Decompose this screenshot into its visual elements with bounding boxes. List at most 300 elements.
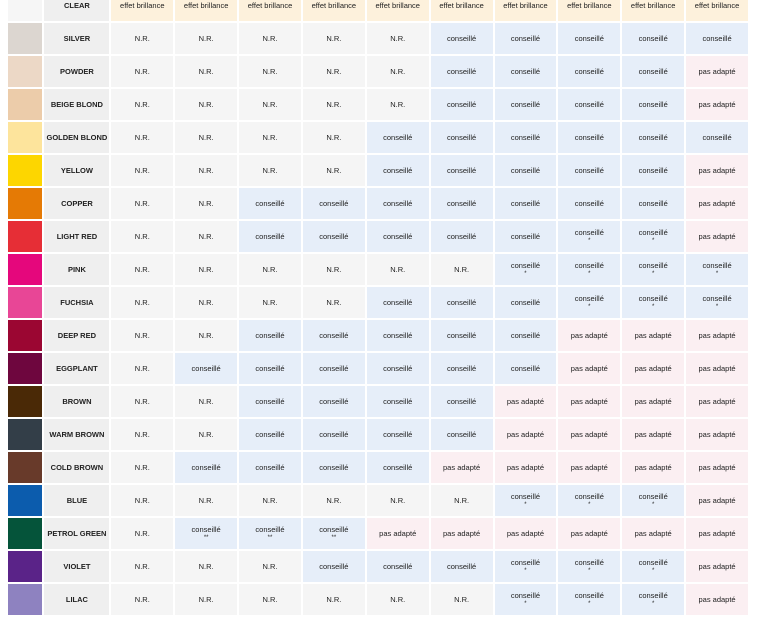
recommendation-label: pas adapté	[506, 528, 544, 538]
recommendation-label: N.R.	[454, 264, 470, 274]
recommendation-cell	[175, 122, 237, 153]
recommendation-label: N.R.	[198, 594, 214, 604]
recommendation-cell	[431, 518, 493, 549]
color-swatch	[8, 287, 42, 318]
recommendation-label: conseillé	[510, 261, 541, 270]
recommendation-label: pas adapté	[698, 198, 736, 208]
recommendation-label: N.R.	[262, 594, 278, 604]
recommendation-label: pas adapté	[506, 462, 544, 472]
recommendation-label: effet brillance	[311, 0, 357, 10]
shade-row-violet	[8, 551, 748, 582]
recommendation-cell	[686, 89, 748, 120]
shade-name: BLUE	[44, 485, 109, 516]
recommendation-cell	[686, 122, 748, 153]
recommendation-label: N.R.	[134, 495, 150, 505]
recommendation-label: conseillé	[446, 429, 477, 439]
recommendation-cell	[303, 89, 365, 120]
recommendation-label: conseillé	[446, 132, 477, 142]
recommendation-cell	[495, 221, 557, 252]
recommendation-cell	[175, 0, 237, 21]
recommendation-cell	[431, 0, 493, 21]
recommendation-cell	[686, 254, 748, 285]
footnote-mark: *	[524, 271, 527, 277]
recommendation-label: conseillé	[319, 363, 349, 373]
recommendation-cell	[175, 551, 237, 582]
recommendation-label: N.R.	[198, 429, 214, 439]
recommendation-cell	[111, 353, 173, 384]
recommendation-cell	[175, 287, 237, 318]
recommendation-label: N.R.	[198, 132, 214, 142]
recommendation-cell	[239, 155, 301, 186]
recommendation-label: N.R.	[134, 561, 150, 571]
recommendation-cell	[431, 89, 493, 120]
footnote-mark: *	[715, 304, 719, 310]
shade-name: FUCHSIA	[44, 287, 109, 318]
recommendation-label: pas adapté	[698, 330, 736, 340]
recommendation-cell	[622, 320, 684, 351]
recommendation-cell	[558, 551, 620, 582]
recommendation-label: N.R.	[326, 132, 342, 142]
shade-name: WARM BROWN	[44, 419, 109, 450]
shade-row-beige-blond	[8, 89, 748, 120]
recommendation-label: conseillé	[510, 99, 541, 109]
footnote-mark: *	[588, 601, 591, 607]
recommendation-label: conseillé	[574, 492, 604, 501]
recommendation-label: N.R.	[134, 330, 150, 340]
recommendation-cell	[367, 452, 429, 483]
color-swatch	[8, 221, 42, 252]
recommendation-cell	[558, 23, 620, 54]
recommendation-cell	[431, 155, 493, 186]
recommendation-label: conseillé	[510, 492, 541, 501]
recommendation-cell	[495, 0, 557, 21]
recommendation-label: conseillé	[446, 561, 477, 571]
recommendation-cell	[367, 0, 429, 21]
recommendation-cell	[111, 155, 173, 186]
recommendation-label: conseillé	[255, 429, 285, 439]
recommendation-cell	[303, 551, 365, 582]
recommendation-label: N.R.	[134, 231, 150, 241]
color-swatch	[8, 254, 42, 285]
shade-name: BEIGE BLOND	[44, 89, 109, 120]
recommendation-cell	[175, 518, 237, 549]
recommendation-cell	[431, 56, 493, 87]
recommendation-cell	[495, 518, 557, 549]
recommendation-cell	[239, 0, 301, 21]
shade-row-light-red	[8, 221, 748, 252]
recommendation-label: conseillé	[255, 363, 285, 373]
recommendation-label: conseillé	[510, 132, 541, 142]
recommendation-cell	[431, 386, 493, 417]
recommendation-cell	[686, 386, 748, 417]
recommendation-label: effet brillance	[120, 0, 165, 10]
color-swatch	[8, 122, 42, 153]
recommendation-cell	[367, 518, 429, 549]
recommendation-cell	[367, 56, 429, 87]
recommendation-label: conseillé	[510, 33, 541, 43]
shade-name: BROWN	[44, 386, 109, 417]
shade-name: LILAC	[44, 584, 109, 615]
recommendation-cell	[367, 23, 429, 54]
recommendation-cell	[303, 518, 365, 549]
shade-row-brown	[8, 386, 748, 417]
recommendation-label: N.R.	[326, 264, 342, 274]
recommendation-label: pas adapté	[698, 528, 736, 538]
recommendation-cell	[303, 155, 365, 186]
recommendation-cell	[686, 551, 748, 582]
recommendation-cell	[239, 386, 301, 417]
recommendation-cell	[367, 386, 429, 417]
color-swatch	[8, 188, 42, 219]
footnote-mark: *	[715, 271, 719, 277]
shade-row-eggplant	[8, 353, 748, 384]
recommendation-label: conseillé	[638, 294, 668, 303]
recommendation-label: conseillé	[510, 297, 541, 307]
recommendation-cell	[175, 386, 237, 417]
recommendation-cell	[558, 386, 620, 417]
recommendation-label: N.R.	[262, 561, 278, 571]
recommendation-label: conseillé	[574, 198, 604, 208]
recommendation-cell	[239, 419, 301, 450]
recommendation-label: pas adapté	[570, 330, 608, 340]
shade-row-pink	[8, 254, 748, 285]
recommendation-label: conseillé	[255, 525, 285, 534]
recommendation-label: N.R.	[198, 231, 214, 241]
recommendation-cell	[239, 122, 301, 153]
recommendation-cell	[558, 320, 620, 351]
recommendation-label: N.R.	[454, 495, 470, 505]
footnote-mark: *	[651, 502, 655, 508]
recommendation-cell	[367, 485, 429, 516]
recommendation-cell	[111, 254, 173, 285]
recommendation-cell	[367, 221, 429, 252]
shade-row-blue	[8, 485, 748, 516]
recommendation-label: pas adapté	[570, 429, 608, 439]
recommendation-cell	[622, 56, 684, 87]
recommendation-label: N.R.	[134, 396, 150, 406]
recommendation-label: pas adapté	[570, 462, 608, 472]
recommendation-label: N.R.	[134, 198, 150, 208]
recommendation-cell	[558, 518, 620, 549]
recommendation-cell	[111, 452, 173, 483]
recommendation-cell	[622, 353, 684, 384]
recommendation-cell	[303, 254, 365, 285]
shade-row-golden-blond	[8, 122, 748, 153]
recommendation-label: N.R.	[134, 264, 150, 274]
recommendation-cell	[558, 452, 620, 483]
recommendation-label: effet brillance	[375, 0, 420, 10]
recommendation-label: pas adapté	[634, 528, 672, 538]
recommendation-cell	[431, 122, 493, 153]
recommendation-cell	[495, 320, 557, 351]
recommendation-cell	[558, 419, 620, 450]
recommendation-label: conseillé	[702, 261, 732, 270]
recommendation-cell	[622, 188, 684, 219]
shade-name: COLD BROWN	[44, 452, 109, 483]
recommendation-label: conseillé	[638, 261, 668, 270]
recommendation-cell	[175, 188, 237, 219]
recommendation-cell	[111, 419, 173, 450]
recommendation-label: pas adapté	[634, 330, 672, 340]
recommendation-label: conseillé	[702, 132, 732, 142]
recommendation-label: conseillé	[255, 462, 285, 472]
footnote-mark: *	[588, 304, 591, 310]
recommendation-cell	[622, 23, 684, 54]
recommendation-cell	[622, 122, 684, 153]
footnote-mark: *	[524, 601, 527, 607]
recommendation-cell	[495, 452, 557, 483]
recommendation-label: pas adapté	[570, 396, 608, 406]
recommendation-label: N.R.	[326, 297, 342, 307]
recommendation-cell	[303, 23, 365, 54]
color-swatch	[8, 23, 42, 54]
recommendation-label: conseillé	[191, 363, 221, 373]
recommendation-label: conseillé	[574, 294, 604, 303]
shade-name: LIGHT RED	[44, 221, 109, 252]
recommendation-label: conseillé	[319, 429, 349, 439]
recommendation-cell	[303, 188, 365, 219]
shade-row-yellow	[8, 155, 748, 186]
recommendation-cell	[431, 221, 493, 252]
recommendation-label: pas adapté	[698, 165, 736, 175]
recommendation-label: conseillé	[383, 297, 413, 307]
recommendation-label: N.R.	[134, 363, 150, 373]
recommendation-cell	[495, 485, 557, 516]
recommendation-cell	[367, 353, 429, 384]
recommendation-cell	[495, 551, 557, 582]
shade-name: COPPER	[44, 188, 109, 219]
footnote-mark: *	[588, 568, 591, 574]
recommendation-label: N.R.	[390, 495, 406, 505]
recommendation-cell	[175, 23, 237, 54]
recommendation-cell	[239, 89, 301, 120]
recommendation-label: conseillé	[319, 525, 349, 534]
recommendation-label: conseillé	[255, 330, 285, 340]
recommendation-label: conseillé	[510, 363, 541, 373]
recommendation-cell	[558, 56, 620, 87]
recommendation-label: conseillé	[510, 591, 541, 600]
recommendation-cell	[175, 221, 237, 252]
recommendation-cell	[239, 287, 301, 318]
recommendation-cell	[111, 89, 173, 120]
recommendation-label: N.R.	[326, 594, 342, 604]
color-swatch	[8, 56, 42, 87]
recommendation-cell	[111, 551, 173, 582]
recommendation-label: pas adapté	[570, 528, 608, 538]
recommendation-label: N.R.	[390, 594, 406, 604]
recommendation-label: conseillé	[446, 198, 477, 208]
recommendation-cell	[175, 485, 237, 516]
shade-row-cold-brown	[8, 452, 748, 483]
recommendation-cell	[239, 221, 301, 252]
recommendation-label: pas adapté	[634, 396, 672, 406]
recommendation-cell	[303, 56, 365, 87]
recommendation-cell	[495, 89, 557, 120]
recommendation-cell	[558, 122, 620, 153]
recommendation-cell	[622, 89, 684, 120]
recommendation-label: conseillé	[574, 261, 604, 270]
recommendation-cell	[367, 254, 429, 285]
shade-name: GOLDEN BLOND	[44, 122, 109, 153]
recommendation-label: N.R.	[198, 495, 214, 505]
recommendation-cell	[495, 23, 557, 54]
recommendation-label: conseillé	[383, 165, 413, 175]
recommendation-label: conseillé	[383, 429, 413, 439]
recommendation-cell	[111, 56, 173, 87]
recommendation-label: N.R.	[390, 33, 406, 43]
recommendation-cell	[431, 320, 493, 351]
recommendation-cell	[622, 386, 684, 417]
recommendation-label: N.R.	[134, 165, 150, 175]
footnote-mark: *	[651, 271, 655, 277]
recommendation-label: conseillé	[383, 132, 413, 142]
recommendation-cell	[431, 188, 493, 219]
recommendation-cell	[111, 518, 173, 549]
recommendation-label: conseillé	[638, 33, 668, 43]
recommendation-cell	[175, 89, 237, 120]
recommendation-label: N.R.	[134, 429, 150, 439]
recommendation-cell	[239, 485, 301, 516]
recommendation-cell	[239, 56, 301, 87]
recommendation-label: conseillé	[255, 396, 285, 406]
recommendation-cell	[431, 419, 493, 450]
shade-name: CLEAR	[44, 0, 109, 21]
recommendation-label: N.R.	[198, 99, 214, 109]
recommendation-cell	[495, 188, 557, 219]
recommendation-label: conseillé	[446, 99, 477, 109]
shade-row-silver	[8, 23, 748, 54]
recommendation-label: conseillé	[574, 591, 604, 600]
recommendation-label: N.R.	[198, 264, 214, 274]
recommendation-cell	[239, 452, 301, 483]
recommendation-label: conseillé	[638, 132, 668, 142]
recommendation-label: conseillé	[319, 462, 349, 472]
recommendation-label: pas adapté	[634, 363, 672, 373]
recommendation-cell	[686, 23, 748, 54]
recommendation-label: conseillé	[319, 231, 349, 241]
recommendation-label: N.R.	[198, 561, 214, 571]
recommendation-label: conseillé	[446, 33, 477, 43]
recommendation-cell	[431, 287, 493, 318]
recommendation-label: conseillé	[574, 228, 604, 237]
color-swatch	[8, 320, 42, 351]
recommendation-label: pas adapté	[698, 66, 736, 76]
recommendation-cell	[111, 0, 173, 21]
recommendation-cell	[111, 122, 173, 153]
recommendation-cell	[495, 254, 557, 285]
recommendation-cell	[303, 485, 365, 516]
recommendation-label: conseillé	[319, 198, 349, 208]
recommendation-label: pas adapté	[698, 594, 736, 604]
recommendation-label: pas adapté	[698, 99, 736, 109]
recommendation-label: conseillé	[446, 396, 477, 406]
recommendation-label: effet brillance	[630, 0, 676, 10]
recommendation-label: conseillé	[319, 561, 349, 571]
recommendation-cell	[239, 518, 301, 549]
recommendation-cell	[686, 0, 748, 21]
color-swatch	[8, 89, 42, 120]
recommendation-label: conseillé	[574, 66, 604, 76]
recommendation-label: N.R.	[134, 462, 150, 472]
recommendation-label: conseillé	[510, 330, 541, 340]
shade-row-copper	[8, 188, 748, 219]
recommendation-cell	[495, 155, 557, 186]
recommendation-label: pas adapté	[698, 561, 736, 571]
footnote-mark: *	[651, 568, 655, 574]
recommendation-cell	[431, 254, 493, 285]
recommendation-cell	[367, 155, 429, 186]
recommendation-label: N.R.	[262, 33, 278, 43]
recommendation-label: N.R.	[390, 66, 406, 76]
recommendation-label: conseillé	[638, 99, 668, 109]
recommendation-cell	[558, 0, 620, 21]
recommendation-label: N.R.	[262, 264, 278, 274]
recommendation-cell	[686, 485, 748, 516]
recommendation-label: N.R.	[326, 33, 342, 43]
recommendation-cell	[686, 287, 748, 318]
recommendation-label: pas adapté	[698, 396, 736, 406]
recommendation-label: pas adapté	[506, 396, 544, 406]
recommendation-label: conseillé	[383, 198, 413, 208]
recommendation-cell	[431, 485, 493, 516]
recommendation-label: conseillé	[510, 558, 541, 567]
recommendation-cell	[111, 23, 173, 54]
recommendation-label: conseillé	[702, 294, 732, 303]
recommendation-label: N.R.	[262, 66, 278, 76]
footnote-mark: *	[588, 238, 591, 244]
recommendation-label: conseillé	[383, 330, 413, 340]
footnote-mark: **	[267, 535, 273, 541]
recommendation-label: conseillé	[191, 462, 221, 472]
recommendation-label: conseillé	[319, 330, 349, 340]
color-swatch	[8, 551, 42, 582]
recommendation-cell	[686, 56, 748, 87]
recommendation-cell	[239, 23, 301, 54]
recommendation-cell	[367, 287, 429, 318]
recommendation-label: conseillé	[574, 132, 604, 142]
recommendation-cell	[303, 419, 365, 450]
footnote-mark: *	[524, 568, 527, 574]
recommendation-label: N.R.	[198, 198, 214, 208]
recommendation-label: conseillé	[446, 297, 477, 307]
recommendation-cell	[622, 0, 684, 21]
recommendation-label: pas adapté	[506, 429, 544, 439]
recommendation-cell	[175, 155, 237, 186]
recommendation-label: conseillé	[574, 99, 604, 109]
recommendation-label: N.R.	[262, 99, 278, 109]
recommendation-label: conseillé	[702, 33, 732, 43]
recommendation-cell	[111, 188, 173, 219]
recommendation-label: N.R.	[198, 297, 214, 307]
recommendation-label: pas adapté	[698, 231, 736, 241]
shade-name: SILVER	[44, 23, 109, 54]
recommendation-cell	[111, 386, 173, 417]
recommendation-label: N.R.	[134, 99, 150, 109]
recommendation-cell	[431, 452, 493, 483]
shade-row-deep-red	[8, 320, 748, 351]
recommendation-cell	[303, 122, 365, 153]
recommendation-cell	[686, 188, 748, 219]
recommendation-label: N.R.	[134, 33, 150, 43]
shade-compatibility-table	[6, 0, 750, 617]
recommendation-cell	[622, 254, 684, 285]
recommendation-cell	[622, 485, 684, 516]
recommendation-cell	[111, 287, 173, 318]
recommendation-label: conseillé	[446, 231, 477, 241]
recommendation-label: effet brillance	[247, 0, 293, 10]
recommendation-cell	[686, 452, 748, 483]
recommendation-cell	[558, 353, 620, 384]
